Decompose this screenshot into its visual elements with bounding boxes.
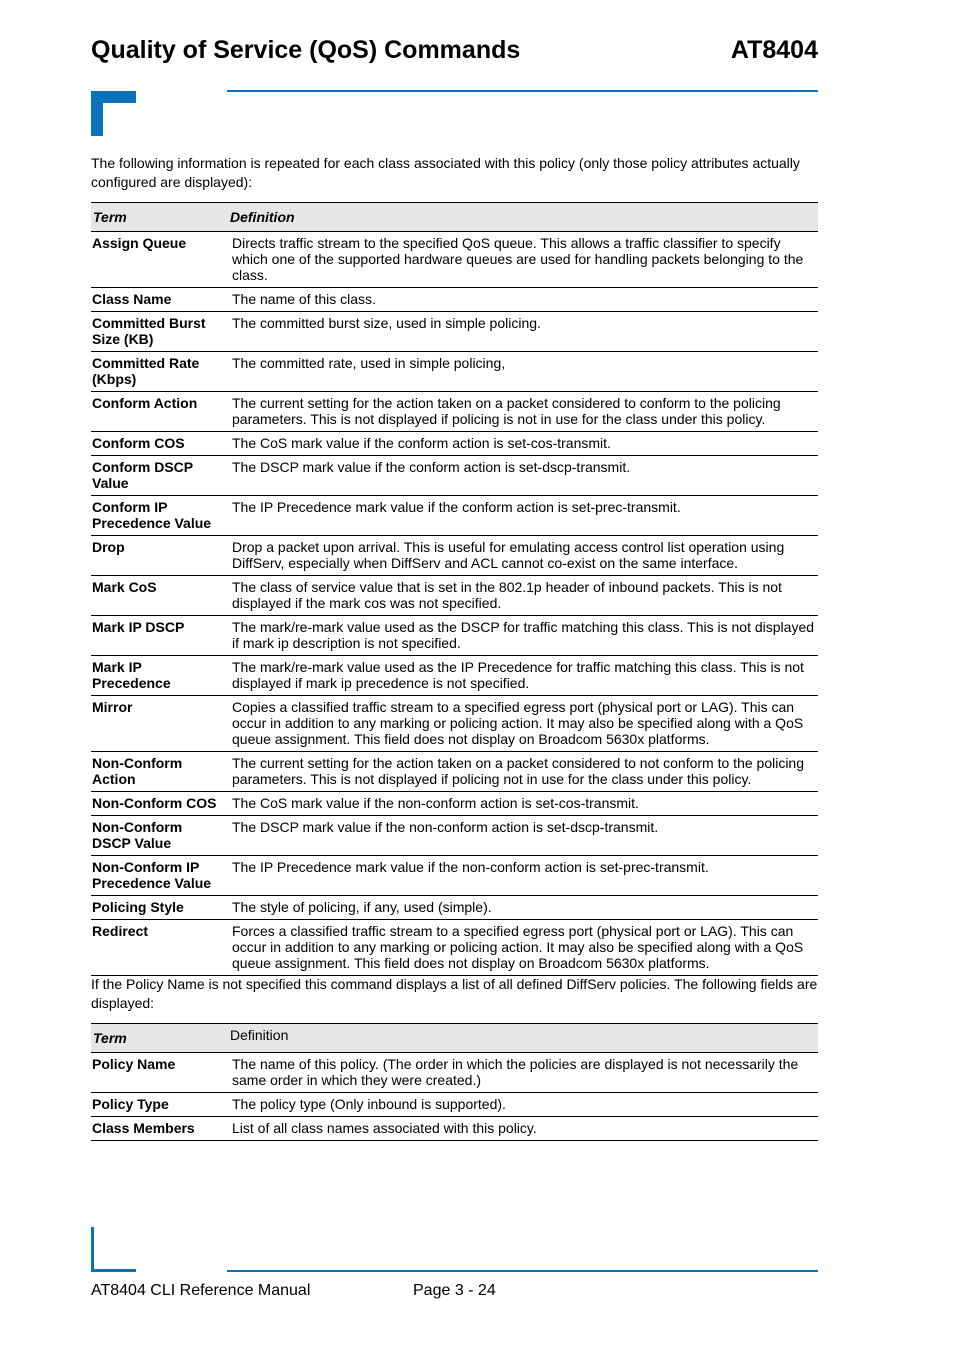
term-cell: Conform DSCP Value bbox=[91, 456, 228, 496]
definition-cell: The committed rate, used in simple policing, bbox=[228, 352, 818, 392]
term-cell: Mark IP Precedence bbox=[91, 656, 228, 696]
term-cell: Committed Rate (Kbps) bbox=[91, 352, 228, 392]
definition-cell: Drop a packet upon arrival. This is useful for emulating access control list operation using DiffServ, especially when DiffServ and ACL cannot co-exist on the same interface. bbox=[228, 536, 818, 576]
definition-cell: The policy type (Only inbound is supported). bbox=[228, 1093, 818, 1117]
table-header-row bbox=[91, 203, 818, 232]
page-header-title: Quality of Service (QoS) Commands bbox=[91, 36, 521, 64]
table-row bbox=[91, 352, 818, 392]
table-row bbox=[91, 536, 818, 576]
term-cell: Policy Type bbox=[91, 1093, 228, 1117]
term-cell: Policing Style bbox=[91, 896, 228, 920]
term-cell: Mark IP DSCP bbox=[91, 616, 228, 656]
table-row bbox=[91, 432, 818, 456]
definition-cell: The CoS mark value if the conform action is set-cos-transmit. bbox=[228, 432, 818, 456]
table-header-row bbox=[91, 1024, 818, 1053]
definition-cell: The current setting for the action taken on a packet considered to conform to the policing parameters. This is not displayed if policing is not in use for the class under this policy. bbox=[228, 392, 818, 432]
term-cell: Redirect bbox=[91, 920, 228, 976]
term-cell: Mirror bbox=[91, 696, 228, 752]
page-header-product: AT8404 bbox=[730, 36, 818, 64]
definition-cell: List of all class names associated with this policy. bbox=[228, 1117, 818, 1141]
definition-cell: The current setting for the action taken on a packet considered to not conform to the policing parameters. This is not displayed if policing not in use for the class under this policy. bbox=[228, 752, 818, 792]
intro-paragraph-1: The following information is repeated for each class associated with this policy (only those policy attributes actually configured are displayed): bbox=[91, 155, 800, 190]
table-row bbox=[91, 816, 818, 856]
column-header-definition: Definition bbox=[228, 1024, 818, 1053]
policy-list-table bbox=[91, 1023, 818, 1141]
corner-mark-bottom-horizontal bbox=[91, 1269, 136, 1272]
term-cell: Conform IP Precedence Value bbox=[91, 496, 228, 536]
definition-cell: Forces a classified traffic stream to a specified egress port (physical port or LAG). This can occur in addition to any marking or policing action. It may also be specified along with a QoS queue assignment. This field does not display on Broadcom 5630x platforms. bbox=[228, 920, 818, 976]
definition-cell: The class of service value that is set in the 802.1p header of inbound packets. This is not displayed if the mark cos was not specified. bbox=[228, 576, 818, 616]
term-cell: Non-Conform Action bbox=[91, 752, 228, 792]
table-row bbox=[91, 856, 818, 896]
corner-mark-bottom-vertical bbox=[91, 1227, 94, 1272]
table-row bbox=[91, 1093, 818, 1117]
term-cell: Class Members bbox=[91, 1117, 228, 1141]
definition-cell: The IP Precedence mark value if the non-conform action is set-prec-transmit. bbox=[228, 856, 818, 896]
table-row bbox=[91, 496, 818, 536]
table-row bbox=[91, 232, 818, 288]
term-cell: Non-Conform IP Precedence Value bbox=[91, 856, 228, 896]
definition-cell: The committed burst size, used in simple policing. bbox=[228, 312, 818, 352]
table-row bbox=[91, 920, 818, 976]
column-header-term: Term bbox=[91, 203, 228, 232]
definition-cell: Copies a classified traffic stream to a specified egress port (physical port or LAG). This can occur in addition to any marking or policing action. It may also be specified along with a QoS queue assignment. This field does not display on Broadcom 5630x platforms. bbox=[228, 696, 818, 752]
table-row bbox=[91, 752, 818, 792]
definition-cell: The name of this policy. (The order in which the policies are displayed is not necessarily the same order in which they were created.) bbox=[228, 1053, 818, 1093]
class-attributes-table bbox=[91, 202, 818, 976]
definition-cell: The CoS mark value if the non-conform action is set-cos-transmit. bbox=[228, 792, 818, 816]
table-row bbox=[91, 696, 818, 752]
term-cell: Non-Conform COS bbox=[91, 792, 228, 816]
table-row bbox=[91, 312, 818, 352]
definition-cell: The style of policing, if any, used (simple). bbox=[228, 896, 818, 920]
term-cell: Class Name bbox=[91, 288, 228, 312]
corner-mark-top-vertical bbox=[91, 91, 103, 136]
definition-cell: The mark/re-mark value used as the IP Precedence for traffic matching this class. This is not displayed if mark ip precedence is not specified. bbox=[228, 656, 818, 696]
definition-cell: The DSCP mark value if the conform action is set-dscp-transmit. bbox=[228, 456, 818, 496]
intro-paragraph-2: If the Policy Name is not specified this command displays a list of all defined DiffServ policies. The following fields are displayed: bbox=[91, 976, 818, 1011]
footer-manual-title: AT8404 CLI Reference Manual bbox=[91, 1282, 311, 1299]
table-row bbox=[91, 656, 818, 696]
header-rule bbox=[227, 90, 818, 92]
table-row bbox=[91, 792, 818, 816]
term-cell: Policy Name bbox=[91, 1053, 228, 1093]
column-header-term: Term bbox=[91, 1024, 228, 1053]
table-row bbox=[91, 896, 818, 920]
definition-cell: The DSCP mark value if the non-conform action is set-dscp-transmit. bbox=[228, 816, 818, 856]
column-header-definition: Definition bbox=[228, 203, 818, 232]
table-row bbox=[91, 392, 818, 432]
table-row bbox=[91, 288, 818, 312]
definition-cell: Directs traffic stream to the specified QoS queue. This allows a traffic classifier to specify which one of the supported hardware queues are used for handling packets belonging to the class. bbox=[228, 232, 818, 288]
term-cell: Assign Queue bbox=[91, 232, 228, 288]
definition-cell: The IP Precedence mark value if the conform action is set-prec-transmit. bbox=[228, 496, 818, 536]
table-row bbox=[91, 576, 818, 616]
term-cell: Mark CoS bbox=[91, 576, 228, 616]
table-row bbox=[91, 456, 818, 496]
footer-page-number: Page 3 - 24 bbox=[413, 1282, 496, 1299]
table-row bbox=[91, 616, 818, 656]
term-cell: Committed Burst Size (KB) bbox=[91, 312, 228, 352]
term-cell: Drop bbox=[91, 536, 228, 576]
term-cell: Conform Action bbox=[91, 392, 228, 432]
term-cell: Conform COS bbox=[91, 432, 228, 456]
table-row bbox=[91, 1117, 818, 1141]
footer-rule bbox=[227, 1270, 818, 1272]
table-row bbox=[91, 1053, 818, 1093]
definition-cell: The mark/re-mark value used as the DSCP for traffic matching this class. This is not displayed if mark ip description is not specified. bbox=[228, 616, 818, 656]
definition-cell: The name of this class. bbox=[228, 288, 818, 312]
term-cell: Non-Conform DSCP Value bbox=[91, 816, 228, 856]
